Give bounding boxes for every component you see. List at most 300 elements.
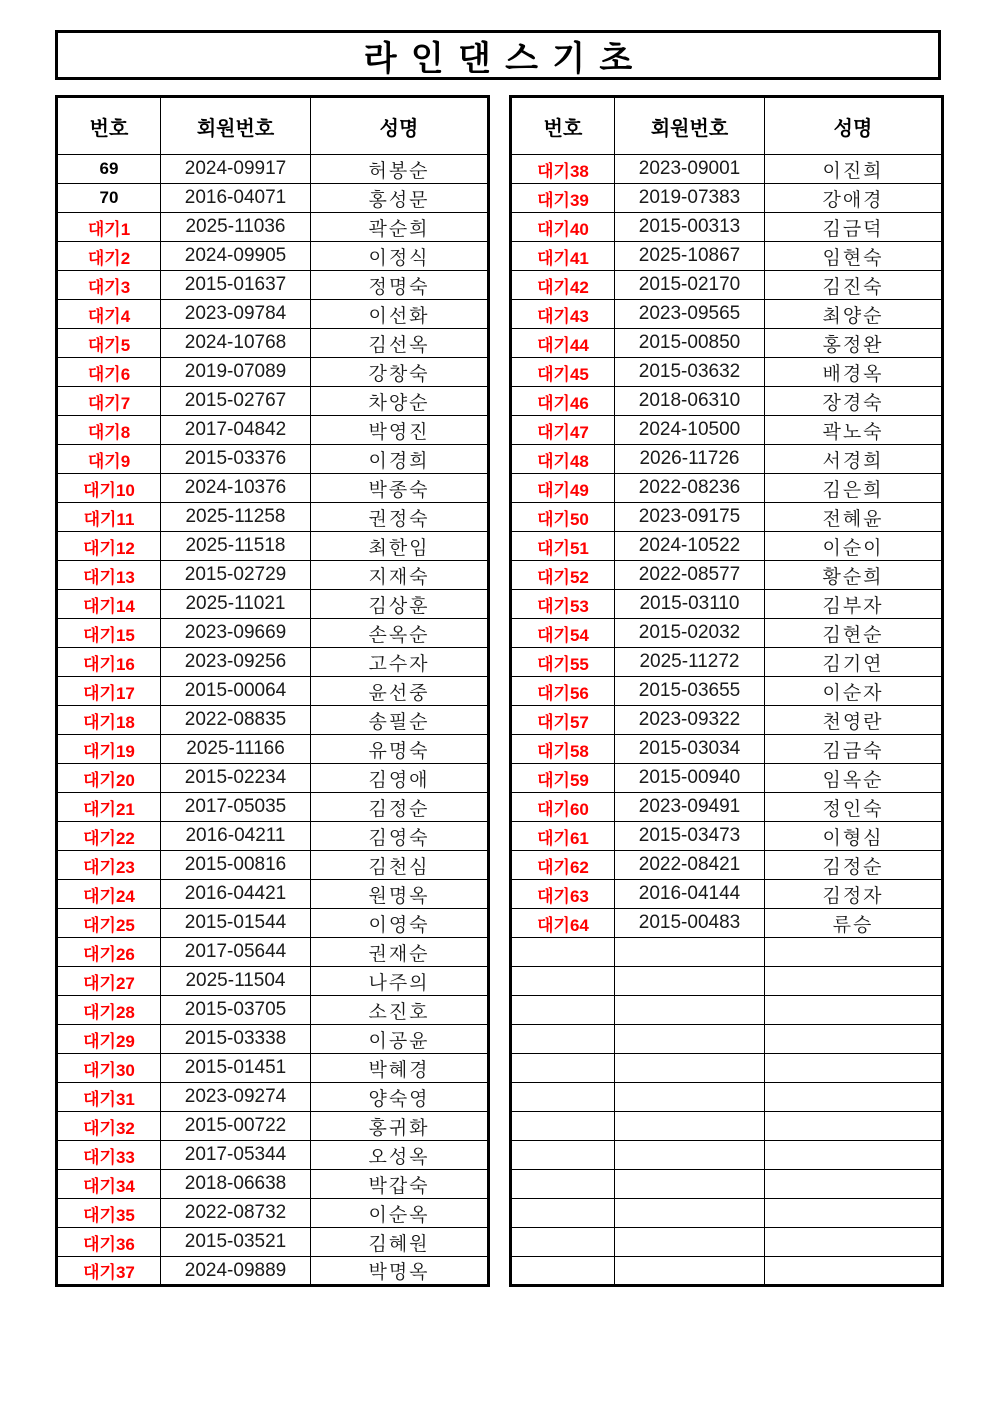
table-row — [57, 329, 489, 358]
cell-member-id: 2024-09917 — [161, 155, 311, 184]
cell-no: 대기36 — [57, 1228, 161, 1257]
cell-name: 박명옥 — [311, 1257, 489, 1286]
table-row — [57, 503, 489, 532]
cell-member-id: 2024-10522 — [615, 532, 765, 561]
table-row — [511, 1112, 943, 1141]
cell-no: 대기61 — [511, 822, 615, 851]
cell-member-id — [615, 1257, 765, 1286]
table-row — [57, 590, 489, 619]
cell-member-id: 2025-11258 — [161, 503, 311, 532]
cell-name: 이순자 — [765, 677, 943, 706]
table-row — [57, 1170, 489, 1199]
cell-name: 권재순 — [311, 938, 489, 967]
cell-member-id — [615, 938, 765, 967]
cell-member-id: 2023-09175 — [615, 503, 765, 532]
cell-name: 윤선중 — [311, 677, 489, 706]
cell-member-id: 2016-04071 — [161, 184, 311, 213]
table-row — [57, 271, 489, 300]
cell-name: 송필순 — [311, 706, 489, 735]
table-row — [511, 764, 943, 793]
cell-no: 대기45 — [511, 358, 615, 387]
cell-name: 차양순 — [311, 387, 489, 416]
col-header-no: 번호 — [57, 97, 161, 155]
cell-name: 강애경 — [765, 184, 943, 213]
cell-no: 대기3 — [57, 271, 161, 300]
cell-member-id: 2023-09274 — [161, 1083, 311, 1112]
cell-name: 류승 — [765, 909, 943, 938]
cell-member-id: 2015-03034 — [615, 735, 765, 764]
table-row — [57, 1257, 489, 1286]
cell-no: 대기6 — [57, 358, 161, 387]
cell-no: 대기5 — [57, 329, 161, 358]
cell-no: 대기53 — [511, 590, 615, 619]
table-row — [511, 532, 943, 561]
table-row — [57, 1199, 489, 1228]
cell-name: 김정순 — [311, 793, 489, 822]
cell-member-id: 2024-10500 — [615, 416, 765, 445]
cell-member-id: 2015-01637 — [161, 271, 311, 300]
cell-name: 곽순희 — [311, 213, 489, 242]
cell-no: 대기10 — [57, 474, 161, 503]
cell-member-id: 2015-03338 — [161, 1025, 311, 1054]
col-header-member-id: 회원번호 — [615, 97, 765, 155]
cell-name: 정명숙 — [311, 271, 489, 300]
cell-member-id: 2015-00064 — [161, 677, 311, 706]
cell-no: 대기12 — [57, 532, 161, 561]
cell-no: 대기47 — [511, 416, 615, 445]
table-row — [511, 1141, 943, 1170]
table-row — [511, 648, 943, 677]
cell-member-id: 2016-04211 — [161, 822, 311, 851]
table-row — [511, 590, 943, 619]
cell-name: 임현숙 — [765, 242, 943, 271]
table-row — [57, 1112, 489, 1141]
table-row — [57, 909, 489, 938]
cell-name: 배경옥 — [765, 358, 943, 387]
table-row — [511, 1083, 943, 1112]
cell-no: 대기26 — [57, 938, 161, 967]
cell-no — [511, 938, 615, 967]
cell-name: 이공윤 — [311, 1025, 489, 1054]
cell-name: 김정순 — [765, 851, 943, 880]
page-title: 라인댄스기초 — [363, 39, 647, 78]
title-box — [55, 30, 941, 80]
header-row — [511, 97, 943, 155]
cell-no: 대기30 — [57, 1054, 161, 1083]
table-row — [57, 967, 489, 996]
cell-name: 박종숙 — [311, 474, 489, 503]
cell-name: 임옥순 — [765, 764, 943, 793]
table-row — [57, 1228, 489, 1257]
table-row — [57, 764, 489, 793]
cell-no: 대기44 — [511, 329, 615, 358]
cell-no: 대기19 — [57, 735, 161, 764]
cell-member-id: 2015-03473 — [615, 822, 765, 851]
cell-member-id: 2015-00313 — [615, 213, 765, 242]
cell-member-id: 2017-05644 — [161, 938, 311, 967]
cell-member-id — [615, 1054, 765, 1083]
cell-member-id: 2015-00722 — [161, 1112, 311, 1141]
table-row — [57, 1141, 489, 1170]
roster-table-right — [509, 95, 944, 1287]
table-row — [511, 1054, 943, 1083]
table-row — [511, 1228, 943, 1257]
cell-member-id: 2025-11021 — [161, 590, 311, 619]
cell-no: 대기48 — [511, 445, 615, 474]
table-row — [511, 213, 943, 242]
table-row — [57, 996, 489, 1025]
cell-no: 대기24 — [57, 880, 161, 909]
cell-member-id: 2023-09001 — [615, 155, 765, 184]
cell-name — [765, 1228, 943, 1257]
cell-member-id: 2015-03632 — [615, 358, 765, 387]
cell-no: 대기62 — [511, 851, 615, 880]
cell-no: 대기20 — [57, 764, 161, 793]
cell-name: 김선옥 — [311, 329, 489, 358]
cell-member-id: 2015-00850 — [615, 329, 765, 358]
cell-member-id — [615, 996, 765, 1025]
cell-name: 이순이 — [765, 532, 943, 561]
table-row — [57, 445, 489, 474]
cell-member-id: 2023-09565 — [615, 300, 765, 329]
cell-name — [765, 1170, 943, 1199]
cell-name: 김혜원 — [311, 1228, 489, 1257]
cell-member-id: 2019-07383 — [615, 184, 765, 213]
cell-no: 대기25 — [57, 909, 161, 938]
table-row — [511, 271, 943, 300]
table-row — [511, 387, 943, 416]
cell-name: 원명옥 — [311, 880, 489, 909]
cell-no — [511, 1199, 615, 1228]
cell-member-id — [615, 1199, 765, 1228]
cell-name: 김영애 — [311, 764, 489, 793]
table-row — [511, 300, 943, 329]
table-row — [511, 445, 943, 474]
cell-member-id: 2015-03376 — [161, 445, 311, 474]
cell-member-id: 2016-04144 — [615, 880, 765, 909]
cell-member-id: 2018-06310 — [615, 387, 765, 416]
cell-member-id: 2023-09256 — [161, 648, 311, 677]
cell-member-id: 2015-02729 — [161, 561, 311, 590]
cell-no: 대기35 — [57, 1199, 161, 1228]
cell-name: 전혜윤 — [765, 503, 943, 532]
cell-name: 이형심 — [765, 822, 943, 851]
table-row — [57, 387, 489, 416]
cell-no: 대기11 — [57, 503, 161, 532]
cell-name: 이선화 — [311, 300, 489, 329]
table-row — [511, 619, 943, 648]
cell-name: 홍귀화 — [311, 1112, 489, 1141]
cell-member-id: 2017-05035 — [161, 793, 311, 822]
cell-member-id: 2025-11036 — [161, 213, 311, 242]
cell-name: 소진호 — [311, 996, 489, 1025]
table-row — [511, 1257, 943, 1286]
cell-no: 대기8 — [57, 416, 161, 445]
cell-no: 대기27 — [57, 967, 161, 996]
cell-member-id — [615, 1112, 765, 1141]
cell-member-id: 2017-04842 — [161, 416, 311, 445]
cell-member-id: 2022-08236 — [615, 474, 765, 503]
table-row — [511, 561, 943, 590]
table-row — [57, 880, 489, 909]
table-row — [511, 880, 943, 909]
cell-no: 대기38 — [511, 155, 615, 184]
cell-name: 천영란 — [765, 706, 943, 735]
table-row — [57, 938, 489, 967]
cell-member-id: 2023-09784 — [161, 300, 311, 329]
cell-name — [765, 1199, 943, 1228]
cell-name: 박영진 — [311, 416, 489, 445]
table-row — [57, 793, 489, 822]
cell-no — [511, 1083, 615, 1112]
cell-no: 대기13 — [57, 561, 161, 590]
table-body-left — [57, 155, 489, 1286]
cell-name: 이정식 — [311, 242, 489, 271]
table-row — [57, 619, 489, 648]
table-row — [57, 735, 489, 764]
table-row — [57, 1054, 489, 1083]
cell-member-id — [615, 1228, 765, 1257]
cell-member-id — [615, 1083, 765, 1112]
cell-no: 대기37 — [57, 1257, 161, 1286]
cell-no: 대기7 — [57, 387, 161, 416]
cell-no: 대기39 — [511, 184, 615, 213]
table-row — [57, 474, 489, 503]
table-row — [511, 242, 943, 271]
table-row — [57, 706, 489, 735]
cell-no: 대기58 — [511, 735, 615, 764]
cell-name: 나주의 — [311, 967, 489, 996]
roster-table-left — [55, 95, 490, 1287]
table-row — [511, 1199, 943, 1228]
cell-name — [765, 938, 943, 967]
cell-name: 김금덕 — [765, 213, 943, 242]
cell-name: 김상훈 — [311, 590, 489, 619]
table-row — [57, 677, 489, 706]
cell-name: 김금숙 — [765, 735, 943, 764]
cell-name — [765, 967, 943, 996]
cell-member-id — [615, 1141, 765, 1170]
cell-member-id: 2023-09669 — [161, 619, 311, 648]
cell-member-id: 2015-03521 — [161, 1228, 311, 1257]
cell-name: 정인숙 — [765, 793, 943, 822]
cell-no: 대기23 — [57, 851, 161, 880]
table-row — [57, 416, 489, 445]
col-header-name: 성명 — [311, 97, 489, 155]
cell-name: 서경희 — [765, 445, 943, 474]
cell-member-id — [615, 967, 765, 996]
cell-member-id: 2022-08577 — [615, 561, 765, 590]
cell-no: 대기28 — [57, 996, 161, 1025]
cell-member-id: 2022-08421 — [615, 851, 765, 880]
table-row — [511, 358, 943, 387]
cell-name — [765, 1257, 943, 1286]
cell-member-id: 2025-10867 — [615, 242, 765, 271]
cell-name: 양숙영 — [311, 1083, 489, 1112]
cell-member-id: 2023-09322 — [615, 706, 765, 735]
table-row — [511, 909, 943, 938]
cell-name: 김기연 — [765, 648, 943, 677]
cell-name — [765, 1083, 943, 1112]
table-row — [511, 184, 943, 213]
cell-no: 대기52 — [511, 561, 615, 590]
table-row — [57, 155, 489, 184]
cell-no: 70 — [57, 184, 161, 213]
cell-member-id: 2025-11504 — [161, 967, 311, 996]
cell-member-id: 2022-08835 — [161, 706, 311, 735]
cell-no: 대기46 — [511, 387, 615, 416]
table-body-right — [511, 155, 943, 1286]
cell-name: 강창숙 — [311, 358, 489, 387]
header-row — [57, 97, 489, 155]
col-header-name: 성명 — [765, 97, 943, 155]
cell-no: 대기54 — [511, 619, 615, 648]
cell-no: 대기14 — [57, 590, 161, 619]
cell-no: 대기16 — [57, 648, 161, 677]
cell-no: 대기64 — [511, 909, 615, 938]
cell-member-id: 2015-02767 — [161, 387, 311, 416]
cell-member-id: 2026-11726 — [615, 445, 765, 474]
cell-name — [765, 1025, 943, 1054]
cell-member-id: 2024-10376 — [161, 474, 311, 503]
cell-no — [511, 1141, 615, 1170]
cell-no: 대기50 — [511, 503, 615, 532]
cell-member-id: 2024-09905 — [161, 242, 311, 271]
table-row — [57, 648, 489, 677]
table-row — [57, 300, 489, 329]
cell-member-id: 2015-00940 — [615, 764, 765, 793]
cell-no: 대기1 — [57, 213, 161, 242]
cell-name: 최양순 — [765, 300, 943, 329]
table-row — [57, 358, 489, 387]
table-row — [511, 1170, 943, 1199]
cell-name — [765, 1112, 943, 1141]
cell-no: 대기31 — [57, 1083, 161, 1112]
table-row — [511, 474, 943, 503]
table-row — [57, 532, 489, 561]
cell-member-id: 2015-01451 — [161, 1054, 311, 1083]
cell-name: 황순희 — [765, 561, 943, 590]
table-row — [511, 329, 943, 358]
table-row — [57, 851, 489, 880]
cell-no: 대기34 — [57, 1170, 161, 1199]
cell-no: 대기60 — [511, 793, 615, 822]
cell-name: 김은희 — [765, 474, 943, 503]
cell-member-id: 2015-02234 — [161, 764, 311, 793]
table-row — [511, 996, 943, 1025]
table-row — [511, 155, 943, 184]
cell-name: 이진희 — [765, 155, 943, 184]
cell-no: 대기55 — [511, 648, 615, 677]
table-row — [511, 793, 943, 822]
cell-name — [765, 1054, 943, 1083]
cell-name: 오성옥 — [311, 1141, 489, 1170]
cell-no: 대기49 — [511, 474, 615, 503]
cell-no: 대기32 — [57, 1112, 161, 1141]
table-row — [511, 822, 943, 851]
cell-member-id: 2016-04421 — [161, 880, 311, 909]
cell-member-id: 2015-03110 — [615, 590, 765, 619]
cell-member-id: 2015-02032 — [615, 619, 765, 648]
cell-name: 김영숙 — [311, 822, 489, 851]
cell-no: 대기29 — [57, 1025, 161, 1054]
cell-no: 대기18 — [57, 706, 161, 735]
cell-no: 대기59 — [511, 764, 615, 793]
cell-name: 최한임 — [311, 532, 489, 561]
cell-member-id: 2019-07089 — [161, 358, 311, 387]
cell-no: 대기4 — [57, 300, 161, 329]
cell-no: 대기15 — [57, 619, 161, 648]
table-row — [511, 851, 943, 880]
cell-name: 김천심 — [311, 851, 489, 880]
cell-no — [511, 1170, 615, 1199]
cell-no — [511, 996, 615, 1025]
cell-no: 대기43 — [511, 300, 615, 329]
cell-name: 이경희 — [311, 445, 489, 474]
cell-member-id: 2025-11272 — [615, 648, 765, 677]
cell-name: 손옥순 — [311, 619, 489, 648]
table-row — [57, 1025, 489, 1054]
cell-member-id: 2025-11518 — [161, 532, 311, 561]
cell-no — [511, 1025, 615, 1054]
cell-member-id: 2015-01544 — [161, 909, 311, 938]
col-header-member-id: 회원번호 — [161, 97, 311, 155]
cell-no — [511, 1054, 615, 1083]
cell-member-id: 2018-06638 — [161, 1170, 311, 1199]
table-row — [511, 938, 943, 967]
cell-member-id: 2015-00483 — [615, 909, 765, 938]
cell-no — [511, 1257, 615, 1286]
cell-no: 대기17 — [57, 677, 161, 706]
cell-name: 박혜경 — [311, 1054, 489, 1083]
cell-member-id: 2015-02170 — [615, 271, 765, 300]
table-row — [511, 1025, 943, 1054]
cell-name: 장경숙 — [765, 387, 943, 416]
col-header-no: 번호 — [511, 97, 615, 155]
cell-member-id: 2024-09889 — [161, 1257, 311, 1286]
cell-no: 대기21 — [57, 793, 161, 822]
cell-name: 지재숙 — [311, 561, 489, 590]
table-row — [57, 184, 489, 213]
cell-name: 이순옥 — [311, 1199, 489, 1228]
table-row — [511, 706, 943, 735]
cell-name: 김진숙 — [765, 271, 943, 300]
cell-no: 대기2 — [57, 242, 161, 271]
cell-no: 대기41 — [511, 242, 615, 271]
cell-no — [511, 1228, 615, 1257]
cell-no: 대기42 — [511, 271, 615, 300]
cell-member-id: 2015-00816 — [161, 851, 311, 880]
cell-member-id — [615, 1025, 765, 1054]
table-row — [57, 822, 489, 851]
cell-member-id: 2015-03705 — [161, 996, 311, 1025]
table-row — [57, 1083, 489, 1112]
cell-no: 대기22 — [57, 822, 161, 851]
table-row — [511, 677, 943, 706]
table-row — [57, 213, 489, 242]
table-row — [511, 735, 943, 764]
table-row — [511, 503, 943, 532]
table-row — [57, 561, 489, 590]
cell-name: 유명숙 — [311, 735, 489, 764]
cell-member-id: 2017-05344 — [161, 1141, 311, 1170]
cell-no: 대기57 — [511, 706, 615, 735]
table-row — [511, 967, 943, 996]
cell-name: 곽노숙 — [765, 416, 943, 445]
cell-name: 고수자 — [311, 648, 489, 677]
cell-name — [765, 996, 943, 1025]
cell-name: 박갑숙 — [311, 1170, 489, 1199]
